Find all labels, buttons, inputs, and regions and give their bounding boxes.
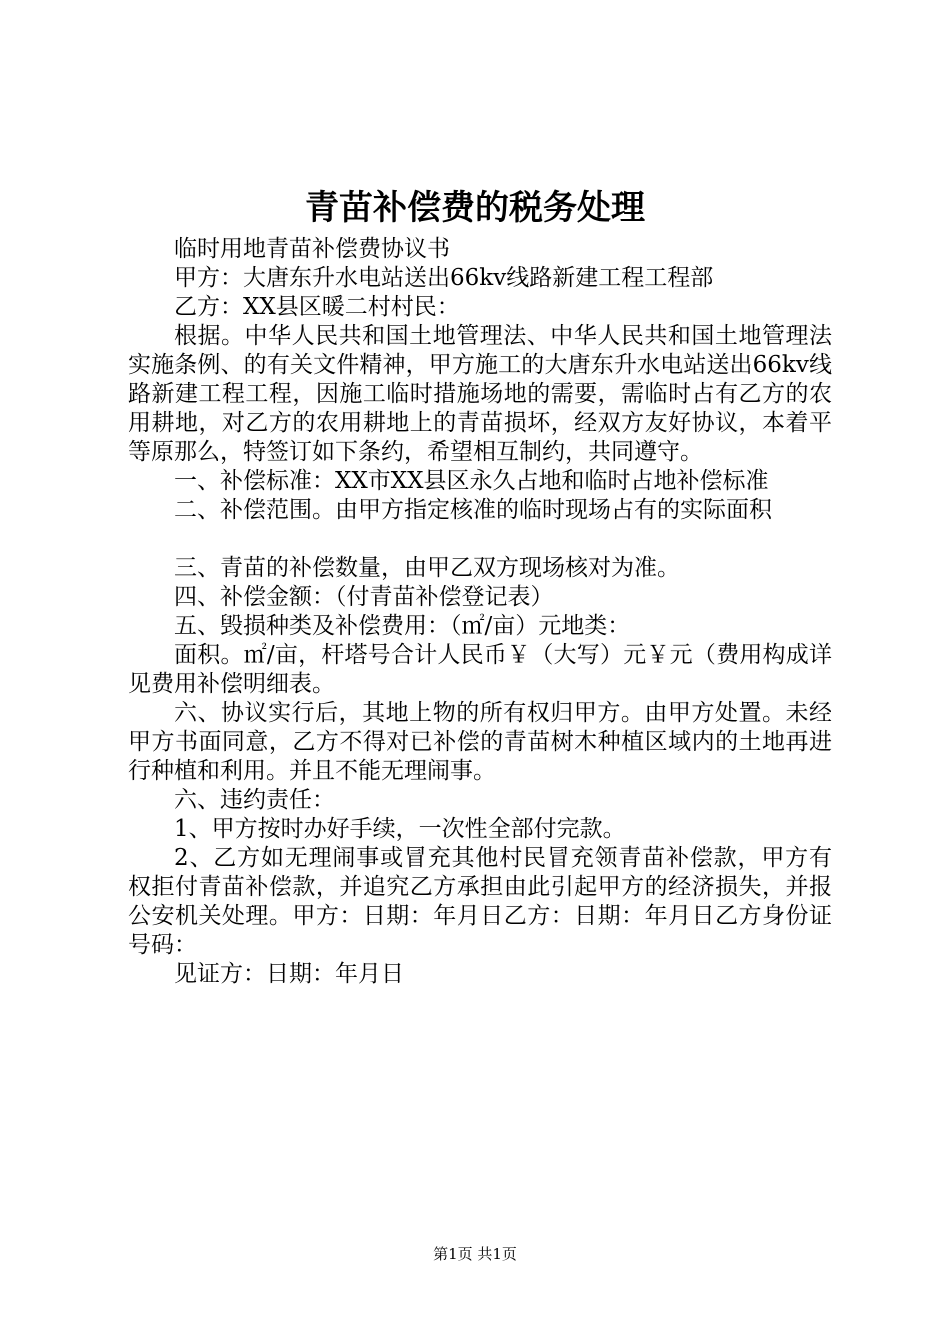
paragraph-clause-liability: 六、违约责任：	[174, 787, 335, 813]
paragraph-clause-scope: 二、补偿范围。由甲方指定核准的临时现场占有的实际面积	[174, 497, 772, 523]
paragraph-liability-item-1: 1、甲方按时办好手续，一次性全部付完款。	[174, 816, 626, 842]
paragraph-party-b: 乙方：XX县区暖二村村民：	[174, 294, 460, 320]
paragraph-basis: 根据。中华人民共和国土地管理法、中华人民共和国土地管理法实施条例、的有关文件精神，甲方施工的大唐东升水电站送出66kv线路新建工程工程，因施工临时措施场地的需要，需临时占有乙方的农用耕地，对乙方的农用耕地上的青苗损坏，经双方友好协议，本着平等原那么，特签订如下条约，希望相互制约，共同遵守。	[128, 323, 832, 465]
paragraph-clause-damage-types: 五、毁损种类及补偿费用：（㎡/亩）元地类：	[174, 613, 631, 639]
paragraph-area-total: 面积。㎡/亩，杆塔号合计人民币￥（大写）元￥元（费用构成详见费用补偿明细表。	[128, 642, 832, 697]
page-footer: 第1页 共1页	[433, 1245, 517, 1263]
paragraph-liability-item-2: 2、乙方如无理闹事或冒充其他村民冒充领青苗补偿款，甲方有权拒付青苗补偿款，并追究乙方承担由此引起甲方的经济损失，并报公安机关处理。甲方：日期：年月日乙方：日期：年月日乙方身份证号码：	[128, 845, 832, 958]
paragraph-witness: 见证方：日期：年月日	[174, 961, 404, 987]
paragraph-clause-ownership: 六、协议实行后，其地上物的所有权归甲方。由甲方处置。未经甲方书面同意，乙方不得对已补偿的青苗树木种植区域内的土地再进行种植和利用。并且不能无理闹事。	[128, 700, 832, 784]
paragraph-agreement-heading: 临时用地青苗补偿费协议书	[174, 236, 450, 262]
document-body	[128, 235, 832, 989]
document-title: 青苗补偿费的税务处理	[305, 188, 645, 228]
paragraph-party-a: 甲方：大唐东升水电站送出66kv线路新建工程工程部	[174, 265, 714, 291]
blank-line	[128, 525, 832, 554]
paragraph-clause-standard: 一、补偿标准：XX市XX县区永久占地和临时占地补偿标准	[174, 468, 769, 494]
paragraph-clause-amount: 四、补偿金额：（付青苗补偿登记表）	[174, 584, 554, 610]
paragraph-clause-quantity: 三、青苗的补偿数量，由甲乙双方现场核对为准。	[174, 555, 680, 581]
